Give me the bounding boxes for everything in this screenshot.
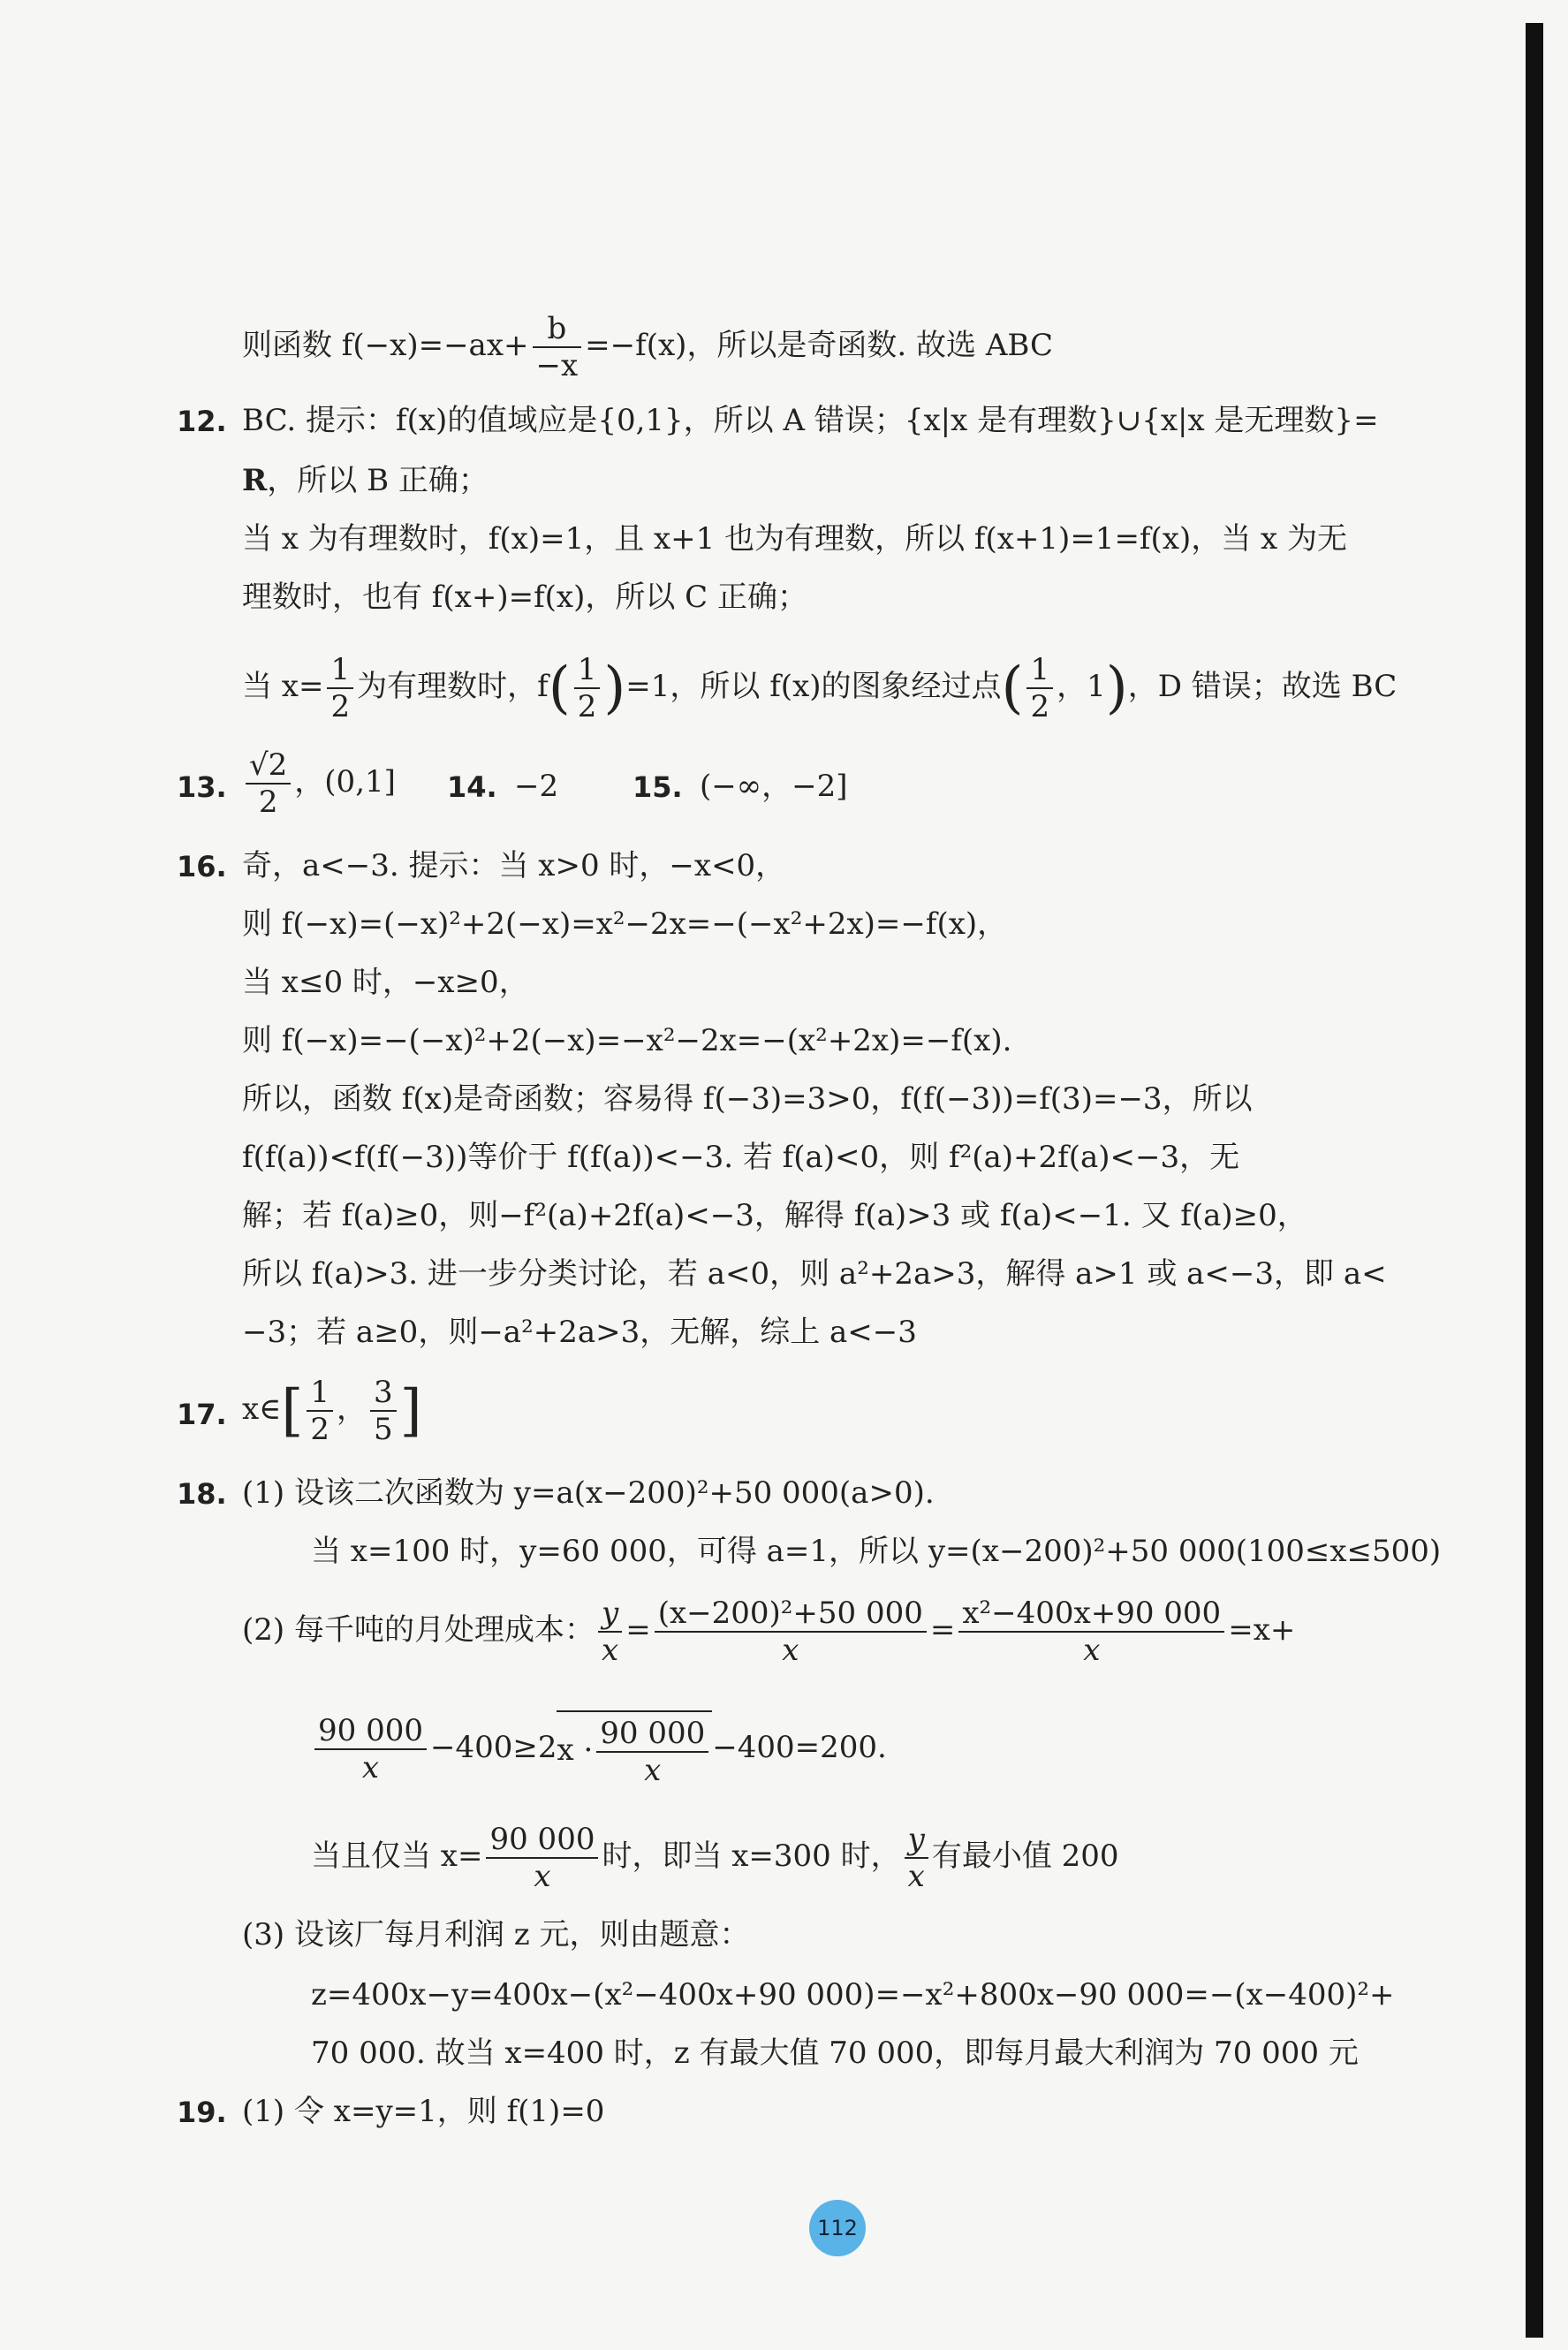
q16-line-8: 所以 f(a)>3. 进一步分类讨论，若 a<0，则 a²+2a>3，解得 a>1 或 a<−3，即 a< — [242, 1256, 1387, 1292]
denominator: x — [314, 1748, 427, 1785]
q18-line-4 — [311, 1710, 887, 1788]
q12-line-2-text: ，所以 B 正确； — [267, 463, 489, 498]
q17-answer — [242, 1375, 422, 1447]
q18-l4-b: −400=200. — [712, 1730, 887, 1765]
real-set-symbol: R — [242, 463, 268, 498]
denominator: 2 — [246, 783, 291, 820]
question-number-14: 14. — [447, 770, 497, 804]
paren: ) — [1105, 656, 1128, 721]
denominator: 5 — [370, 1410, 397, 1447]
q18-l4-a: −400≥2 — [429, 1730, 557, 1765]
q18-l5-a: 当且仅当 x= — [311, 1838, 483, 1874]
fraction — [596, 1716, 708, 1788]
page-edge-bar — [1526, 23, 1543, 2338]
q18-line-8: 70 000. 故当 x=400 时，z 有最大值 70 000，即每月最大利润为 70 000 元 — [311, 2035, 1359, 2071]
q16-line-5: 所以，函数 f(x)是奇函数；容易得 f(−3)=3>0，f(f(−3))=f(3)=−3，所以 — [242, 1081, 1253, 1117]
denominator: x — [958, 1631, 1224, 1668]
fraction — [655, 1596, 927, 1668]
q17-prefix: x∈ — [242, 1391, 282, 1427]
q12-l5-a: 当 x= — [242, 669, 324, 704]
page-number-badge: 112 — [809, 2200, 866, 2256]
numerator: 90 000 — [318, 1713, 423, 1748]
numerator: √2 — [249, 747, 288, 783]
q12-line-4: 理数时，也有 f(x+)=f(x)，所以 C 正确； — [242, 580, 807, 615]
q12-line-2 — [242, 459, 489, 502]
fraction — [533, 311, 582, 383]
fraction — [486, 1822, 598, 1894]
question-number-13: 13. — [177, 770, 227, 804]
q18-l3-a: (2) 每千吨的月处理成本： — [242, 1612, 595, 1648]
fraction — [905, 1822, 928, 1894]
q13-rest: ，(0,1] — [294, 764, 396, 800]
q12-l5-d: ，D 错误；故选 BC — [1127, 669, 1398, 704]
q16-line-3: 当 x≤0 时，−x≥0， — [242, 965, 529, 1000]
numerator: x²−400x+90 000 — [962, 1596, 1222, 1631]
numerator: 90 000 — [489, 1822, 595, 1857]
question-number-16: 16. — [177, 850, 227, 883]
denominator: 2 — [307, 1410, 333, 1447]
numerator: 1 — [577, 652, 597, 687]
equals: = — [625, 1612, 651, 1648]
question-number-15: 15. — [633, 770, 683, 804]
q19-line-1: (1) 令 x=y=1，则 f(1)=0 — [242, 2094, 605, 2129]
denominator: 2 — [1026, 687, 1053, 724]
paren: ( — [1001, 656, 1024, 721]
fraction — [307, 1375, 333, 1447]
q16-line-4: 则 f(−x)=−(−x)²+2(−x)=−x²−2x=−(x²+2x)=−f(x). — [242, 1023, 1012, 1058]
point-y: ，1 — [1057, 669, 1106, 704]
q16-line-1: 奇，a<−3. 提示：当 x>0 时，−x<0， — [242, 848, 786, 883]
paren: ) — [603, 656, 626, 721]
sqrt-x: x · — [557, 1732, 594, 1768]
denominator: −x — [533, 346, 582, 383]
bracket: ] — [399, 1378, 422, 1444]
fraction — [574, 652, 601, 724]
fraction — [1026, 652, 1053, 724]
sqrt-expr — [557, 1710, 712, 1788]
q11-tail-line — [242, 311, 1053, 383]
denominator: 2 — [327, 687, 353, 724]
q18-line-6: (3) 设该厂每月利润 z 元，则由题意： — [242, 1917, 750, 1952]
q18-line-3 — [242, 1596, 1295, 1668]
numerator: 3 — [373, 1375, 393, 1410]
q16-line-2: 则 f(−x)=(−x)²+2(−x)=x²−2x=−(−x²+2x)=−f(x)， — [242, 906, 1008, 942]
q18-line-7: z=400x−y=400x−(x²−400x+90 000)=−x²+800x−90 000=−(x−400)²+ — [311, 1977, 1395, 2013]
q13-answer — [242, 747, 396, 820]
q12-line-5 — [242, 652, 1397, 724]
q18-l5-c: 有最小值 200 — [931, 1838, 1119, 1874]
numerator: (x−200)²+50 000 — [657, 1596, 923, 1631]
question-number-19: 19. — [177, 2096, 227, 2129]
question-number-12: 12. — [177, 405, 227, 438]
numerator: y — [601, 1596, 619, 1631]
fraction — [598, 1596, 622, 1668]
q12-l5-c: =1，所以 f(x)的图象经过点 — [625, 669, 1002, 704]
numerator: 1 — [330, 652, 351, 687]
paren: ( — [548, 656, 571, 721]
q14-answer: −2 — [514, 769, 559, 804]
q12-line-3: 当 x 为有理数时，f(x)=1，且 x+1 也为有理数，所以 f(x+1)=1=f(x)，当 x 为无 — [242, 521, 1348, 557]
numerator: 1 — [310, 1375, 330, 1410]
q16-line-7: 解；若 f(a)≥0，则−f²(a)+2f(a)<−3，解得 f(a)>3 或 f(a)<−1. 又 f(a)≥0， — [242, 1198, 1307, 1233]
denominator: x — [486, 1857, 598, 1894]
denominator: x — [596, 1751, 708, 1788]
q18-line-5 — [311, 1822, 1119, 1894]
denominator: x — [598, 1631, 622, 1668]
denominator: x — [655, 1631, 927, 1668]
equals: = — [929, 1612, 956, 1648]
bracket: [ — [281, 1378, 304, 1444]
q15-answer: (−∞，−2] — [700, 769, 848, 804]
numerator: y — [907, 1822, 925, 1857]
numerator: b — [547, 311, 567, 346]
q18-line-1: (1) 设该二次函数为 y=a(x−200)²+50 000(a>0). — [242, 1475, 935, 1511]
fraction — [958, 1596, 1224, 1668]
question-number-18: 18. — [177, 1477, 227, 1511]
numerator: 1 — [1030, 652, 1050, 687]
q16-line-6: f(f(a))<f(f(−3))等价于 f(f(a))<−3. 若 f(a)<0，则 f²(a)+2f(a)<−3，无 — [242, 1140, 1240, 1175]
fraction — [314, 1713, 427, 1785]
fraction — [246, 747, 291, 820]
comma: ， — [336, 1391, 367, 1427]
q18-l5-b: 时，即当 x=300 时， — [602, 1838, 901, 1874]
q11-expr: 则函数 f(−x)=−ax+ — [242, 328, 529, 363]
question-number-17: 17. — [177, 1398, 227, 1431]
fraction — [327, 652, 353, 724]
fraction — [370, 1375, 397, 1447]
q12-line-1: BC. 提示：f(x)的值域应是{0,1}，所以 A 错误；{x|x 是有理数}∪{x|x 是无理数}= — [242, 403, 1379, 438]
q11-tail: ，所以是奇函数. 故选 ABC — [686, 328, 1054, 363]
q18-line-2: 当 x=100 时，y=60 000，可得 a=1，所以 y=(x−200)²+50 000(100≤x≤500) — [311, 1534, 1442, 1569]
numerator: 90 000 — [600, 1716, 706, 1751]
q12-l5-b: 为有理数时，f — [357, 669, 549, 704]
denominator: 2 — [574, 687, 601, 724]
denominator: x — [905, 1857, 928, 1894]
q16-line-9: −3；若 a≥0，则−a²+2a>3，无解，综上 a<−3 — [242, 1315, 917, 1350]
q11-eq: =−f(x) — [585, 328, 687, 363]
q18-l3-b: =x+ — [1228, 1612, 1296, 1648]
